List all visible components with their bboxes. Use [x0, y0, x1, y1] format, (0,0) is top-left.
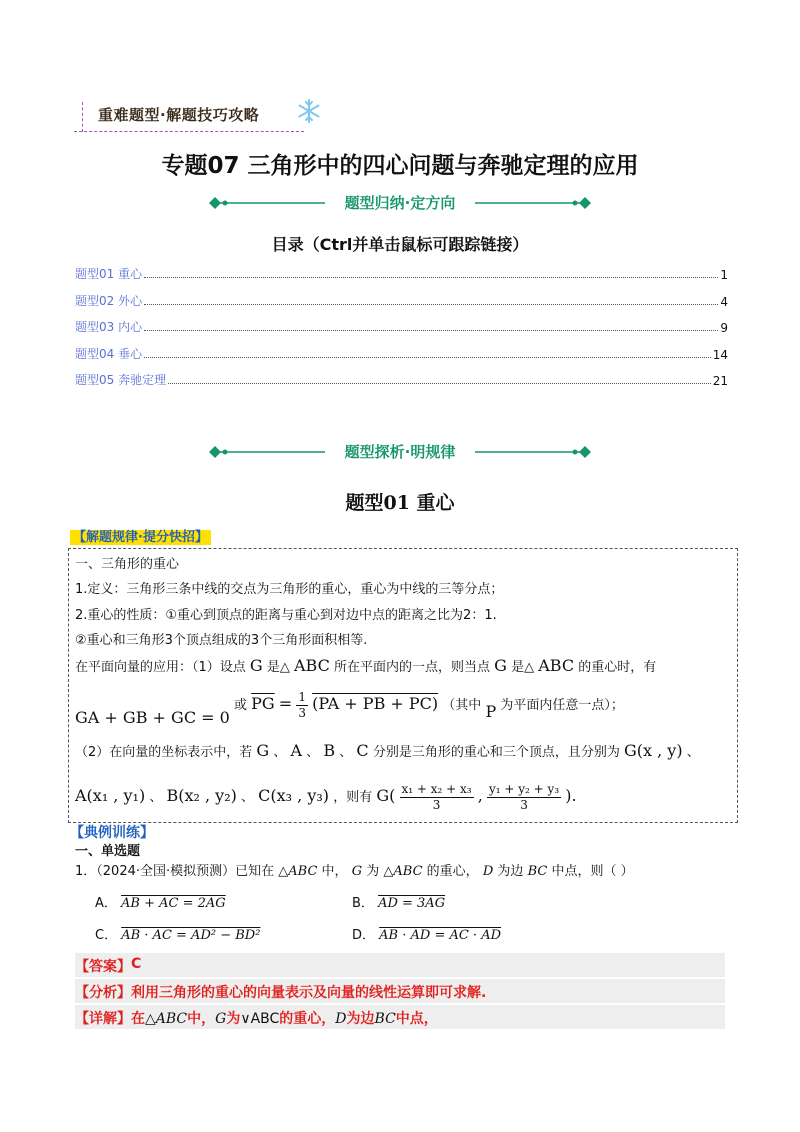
text: 是△ — [511, 660, 535, 675]
math-A-coord: A(x₁ , y₁) — [75, 786, 146, 805]
banner-type-analysis — [205, 441, 595, 463]
option-C[interactable] — [95, 924, 260, 943]
math-B-coord: B(x₂ , y₂) — [166, 786, 237, 805]
math-G-open: G( — [376, 786, 396, 805]
box-line-1: 一、三角形的重心 — [75, 557, 180, 572]
box-line-7 — [75, 741, 700, 760]
detail-bar — [75, 1005, 725, 1029]
text: 为 — [366, 864, 380, 879]
frac-num: 1 — [298, 690, 306, 704]
text: 的重心， — [426, 864, 479, 879]
text: 或 — [233, 698, 247, 713]
subhead: 一、单选题 — [75, 844, 141, 859]
text: 中点，则（ ） — [551, 864, 634, 879]
analysis-tag: 【分析】 — [75, 985, 131, 1001]
detail-tag: 【详解】 — [75, 1011, 131, 1027]
text: 在 — [131, 1011, 145, 1027]
option-label: D． — [352, 928, 376, 943]
box-line-6 — [75, 690, 624, 727]
frac-den: 3 — [298, 706, 306, 720]
sep: 、 — [686, 745, 700, 760]
math-C-coord: C(x₃ , y₃) — [258, 786, 330, 805]
text: 所在平面内的一点，则当点 — [333, 660, 490, 675]
math-B: B — [323, 741, 336, 760]
math-P: P — [485, 702, 497, 721]
banner-type-summary — [205, 192, 595, 214]
sep: 、 — [149, 790, 163, 805]
math-G: G — [215, 1011, 227, 1027]
banner-text: 题型归纳·定方向 — [344, 194, 456, 212]
toc-item[interactable] — [75, 370, 728, 388]
text: 中， — [321, 864, 348, 879]
sep: 、 — [306, 745, 320, 760]
option-label: C． — [95, 928, 118, 943]
rule-tag — [70, 526, 211, 545]
option-expr: AD = 3AG — [378, 896, 446, 911]
toc-item[interactable] — [75, 291, 728, 309]
frac-num: x₁ + x₂ + x₃ — [401, 782, 472, 796]
math-ABC: ABC — [538, 656, 575, 675]
math-ABC: ∨ABC — [240, 1011, 280, 1027]
math-D: D — [335, 1011, 347, 1027]
toc-item-page: 9 — [720, 321, 728, 335]
sep: 、 — [273, 745, 287, 760]
box-line-2: 1.定义：三角形三条中线的交点为三角形的重心，重心为中线的三等分点； — [75, 582, 504, 597]
option-B[interactable] — [352, 892, 445, 911]
text: 的重心， — [279, 1011, 336, 1027]
example-tag: 【典例训练】 — [70, 825, 154, 841]
toc-item-page: 1 — [720, 268, 728, 282]
math-ABC: △ABC — [145, 1011, 188, 1027]
snowflake-icon — [296, 98, 322, 128]
text: ，则有 — [333, 790, 373, 805]
toc-dots — [168, 382, 711, 384]
math-close: ). — [565, 786, 577, 805]
math-A: A — [290, 741, 303, 760]
option-D[interactable] — [352, 924, 501, 943]
math-PG: $\overline{PG}$ — [251, 694, 275, 713]
toc-dots — [144, 356, 711, 358]
text: 中， — [187, 1011, 216, 1027]
option-A[interactable] — [95, 892, 226, 911]
analysis-text: 利用三角形的重心的向量表示及向量的线性运算即可求解. — [131, 985, 487, 1001]
text: 为边 — [346, 1011, 375, 1027]
sep: 、 — [339, 745, 353, 760]
box-line-4: ②重心和三角形3个顶点组成的3个三角形面积相等. — [75, 633, 368, 648]
toc-item-page: 21 — [712, 374, 728, 388]
math-G: G — [256, 741, 270, 760]
header-decor-line — [74, 131, 304, 132]
math-fraction-y — [487, 782, 561, 813]
toc-dots — [144, 303, 718, 305]
question-stem — [75, 860, 634, 879]
option-expr: AB + AC = 2AG — [121, 896, 226, 911]
option-label: A． — [95, 896, 117, 911]
text: 为边 — [497, 864, 524, 879]
toc-item-label[interactable]: 题型02 外心 — [75, 294, 143, 308]
detail-line — [75, 1008, 438, 1028]
toc-item-label[interactable]: 题型04 垂心 — [75, 347, 143, 361]
math-C: C — [356, 741, 369, 760]
math-ABC: △ABC — [278, 864, 318, 879]
math-BC: BC — [527, 864, 548, 879]
toc-item-label[interactable]: 题型01 重心 — [75, 267, 143, 281]
box-line-3: 2.重心的性质：①重心到顶点的距离与重心到对边中点的距离之比为2：1. — [75, 608, 497, 623]
toc-item-page: 4 — [720, 295, 728, 309]
header-decor-line-vertical — [82, 102, 83, 132]
section-title: 题型01 重心 — [345, 492, 455, 514]
text: 分别是三角形的重心和三个顶点，且分别为 — [372, 745, 620, 760]
frac-den: 3 — [432, 798, 441, 812]
text: 1．（2024·全国·模拟预测）已知在 — [75, 864, 275, 879]
text: （2）在向量的坐标表示中，若 — [75, 745, 253, 760]
analysis-bar — [75, 979, 725, 1003]
answer-value: C — [131, 956, 142, 972]
frac-num: y₁ + y₂ + y₃ — [489, 782, 560, 796]
option-expr: AB · AD = AC · AD — [379, 928, 502, 943]
frac-den: 3 — [520, 798, 528, 812]
text: 中点， — [395, 1011, 438, 1027]
toc-dots — [144, 329, 718, 331]
math-PA-PB-PC: (PA + PB + PC) — [312, 694, 439, 713]
rule-tag-text: 【解题规律·提分快招】 — [70, 530, 211, 545]
toc-item[interactable] — [75, 264, 728, 282]
box-line-5 — [75, 656, 656, 675]
header-tag: 重难题型·解题技巧攻略 — [98, 106, 260, 124]
math-ABC: ABC — [293, 656, 330, 675]
math-D: D — [482, 864, 494, 879]
toc-item[interactable] — [75, 344, 728, 362]
toc-item-label[interactable]: 题型03 内心 — [75, 320, 143, 334]
toc-item-label[interactable]: 题型05 奔驰定理 — [75, 373, 167, 387]
toc-item-page: 14 — [712, 348, 728, 362]
math-fraction-x — [400, 782, 474, 813]
math-BC: BC — [374, 1011, 396, 1027]
math-ABC: △ABC — [383, 864, 423, 879]
math-vector-sum: GA + GB + GC = 0 — [75, 708, 230, 727]
math-Gxy: G(x , y) — [623, 741, 683, 760]
text: 为 — [226, 1011, 241, 1027]
answer-tag: 【答案】 — [75, 959, 131, 975]
option-expr: AB · AC = AD² − BD² — [121, 928, 261, 943]
math-comma: , — [477, 786, 483, 805]
box-line-8 — [75, 782, 577, 813]
banner-text: 题型探析·明规律 — [344, 443, 456, 461]
toc-dots — [144, 276, 718, 278]
text: 是△ — [266, 660, 290, 675]
sep: 、 — [241, 790, 255, 805]
answer-bar — [75, 953, 725, 977]
math-G: G — [494, 656, 507, 675]
text: 在平面向量的应用：（1）设点 — [75, 660, 246, 675]
toc-item[interactable] — [75, 317, 728, 335]
math-G: G — [249, 656, 263, 675]
text: 为平面内任意一点）； — [500, 698, 624, 713]
page-title: 专题07 三角形中的四心问题与奔驰定理的应用 — [161, 153, 639, 179]
math-G: G — [351, 864, 363, 879]
math-eq: = — [278, 694, 293, 713]
math-fraction — [296, 690, 308, 721]
option-label: B． — [352, 896, 374, 911]
text: （其中 — [442, 698, 482, 713]
toc-title: 目录（Ctrl并单击鼠标可跟踪链接） — [271, 235, 529, 254]
text: 的重心时，有 — [578, 660, 657, 675]
